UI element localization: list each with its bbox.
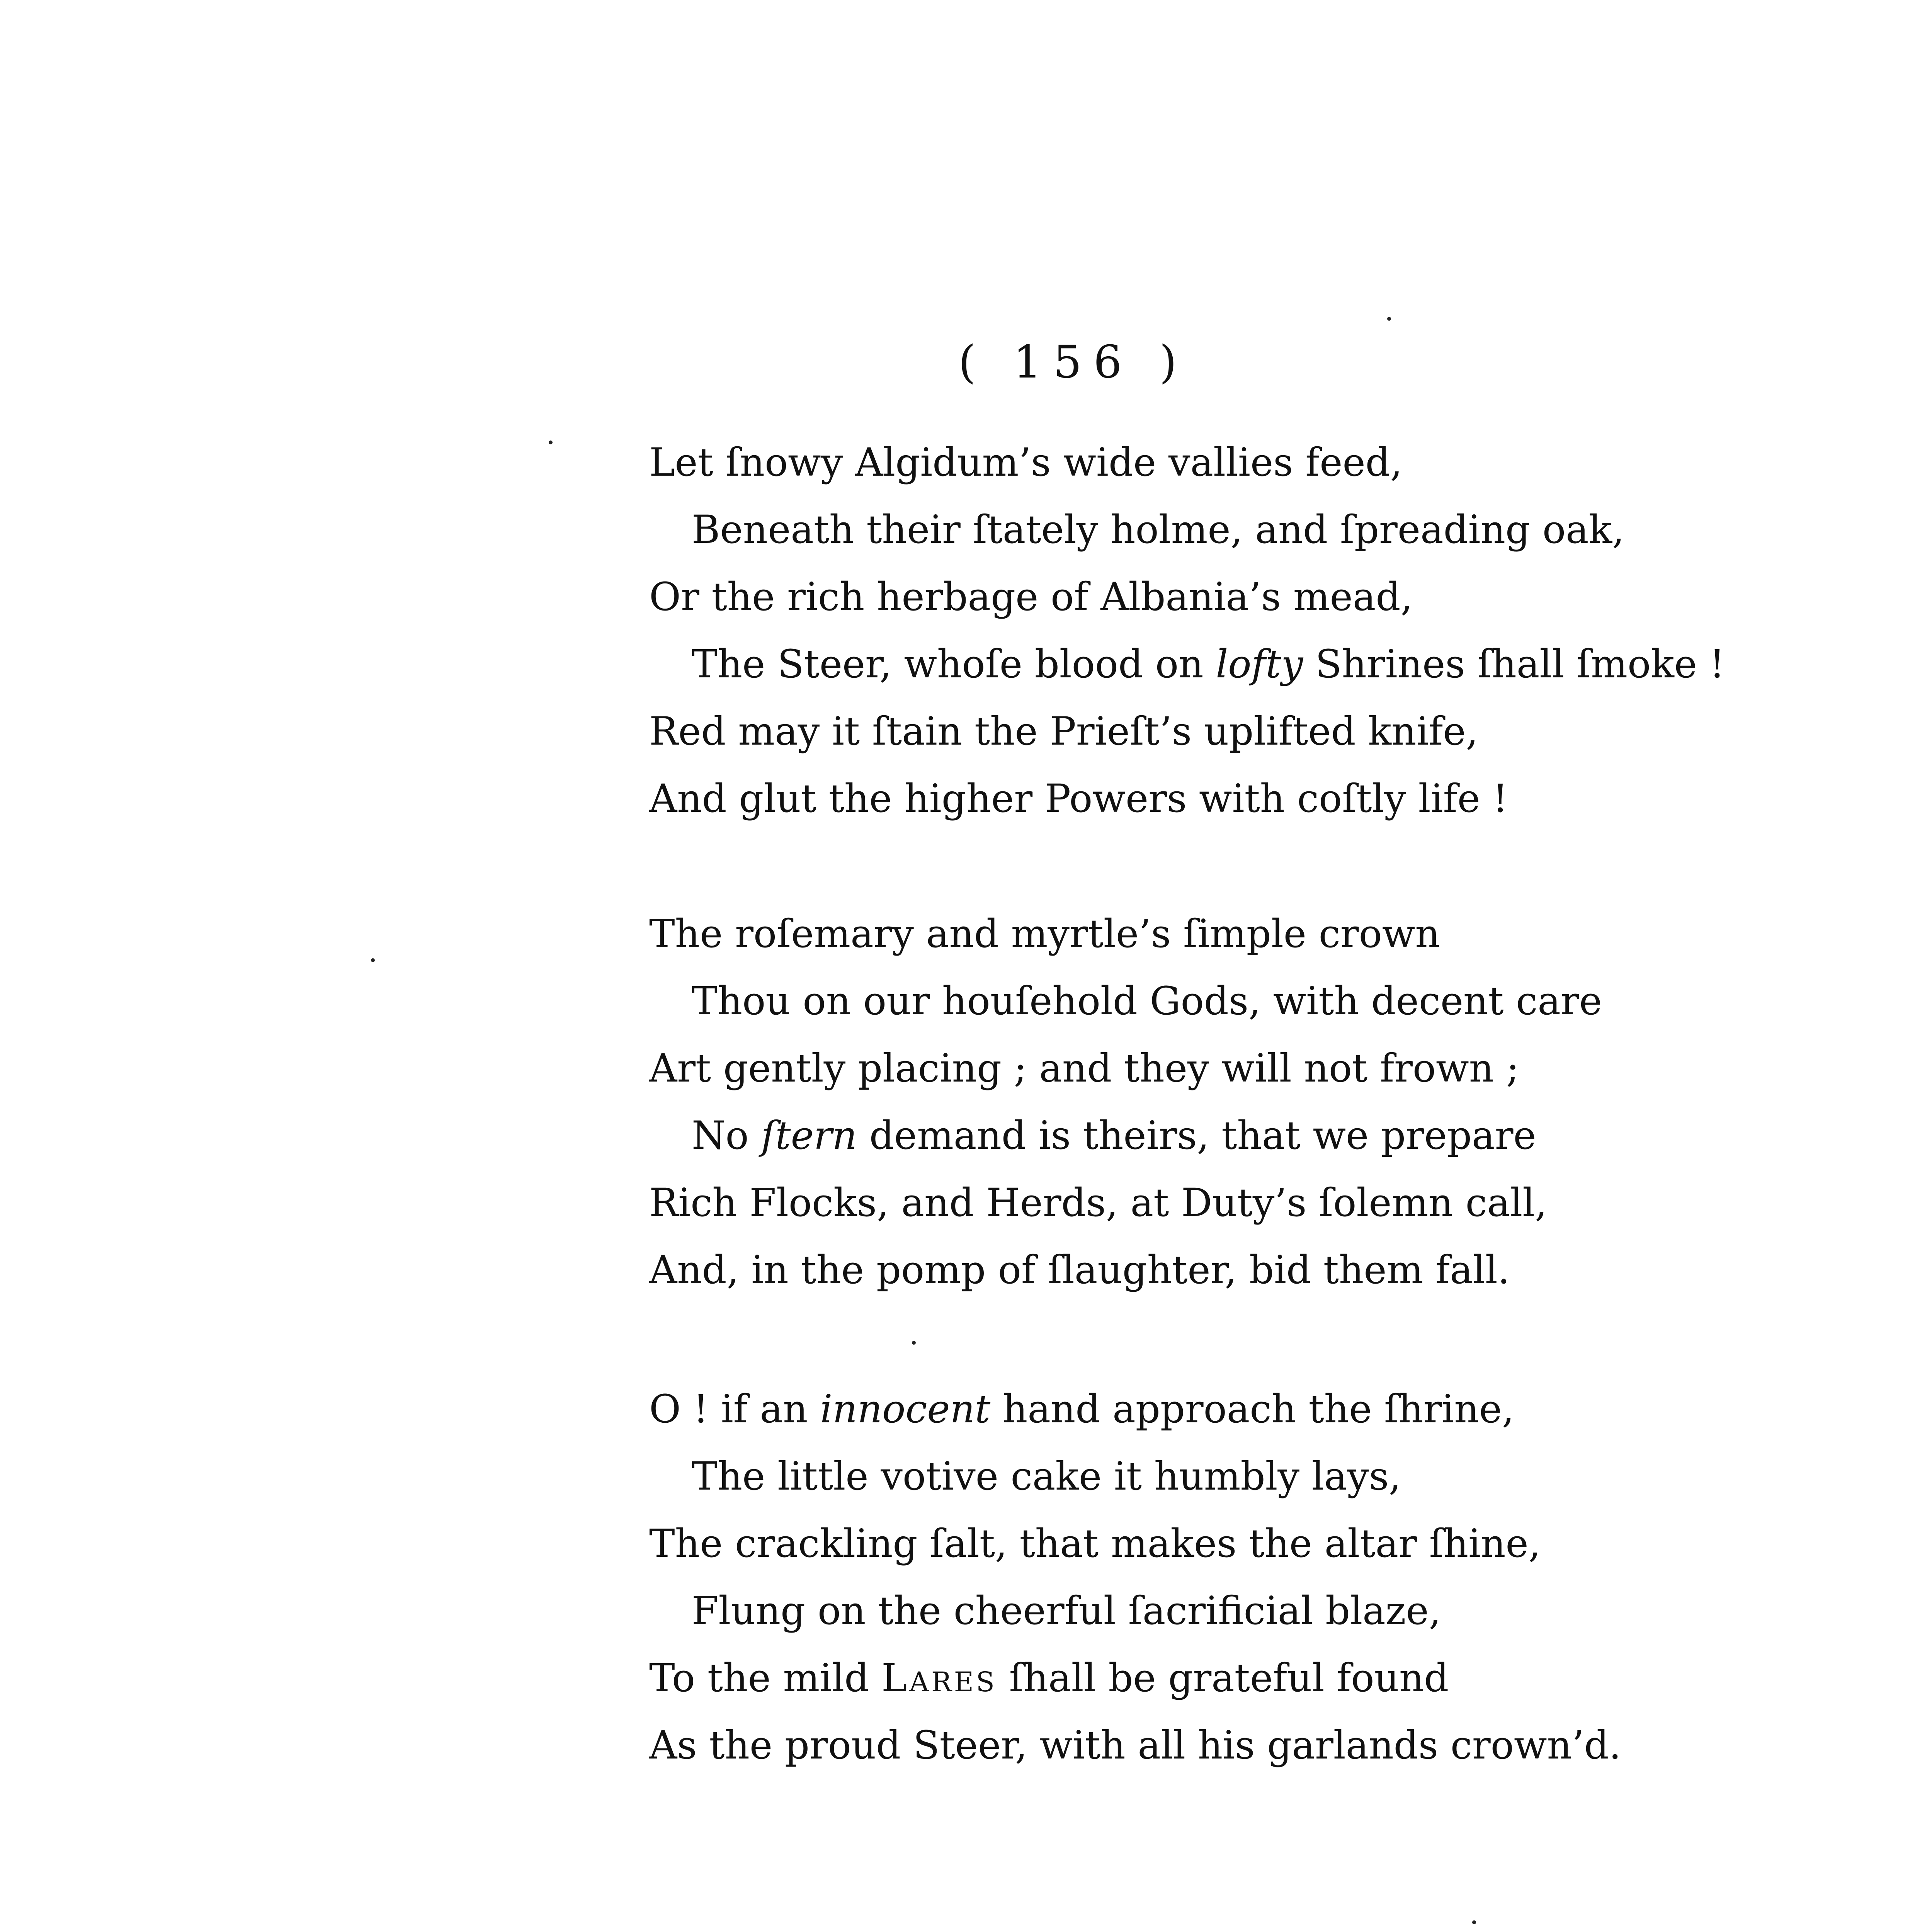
verse-line: And glut the higher Powers with coſtly life ! [649, 776, 1508, 821]
italic-word: lofty [1216, 641, 1303, 687]
small-caps-word: Lares [881, 1655, 997, 1701]
verse-line: Thou on our houſehold Gods, with decent care [692, 978, 1602, 1024]
stanza-3 [649, 1376, 1692, 1779]
verse-line: Flung on the cheerful ſacrificial blaze, [692, 1588, 1441, 1633]
verse-text: hand approach the ſhrine, [990, 1386, 1514, 1432]
verse-line: Rich Flocks, and Herds, at Duty’s ſolemn call, [649, 1180, 1547, 1225]
verse-text: No [692, 1113, 761, 1158]
italic-word: ſtern [761, 1113, 857, 1158]
verse-line [649, 631, 1725, 698]
verse-line: Art gently placing ; and they will not frown ; [649, 1046, 1519, 1091]
ink-speck [1387, 317, 1391, 321]
stanza-2 [649, 900, 1692, 1304]
verse-line: The roſemary and myrtle’s ſimple crown [649, 911, 1440, 956]
verse-line: As the proud Steer, with all his garlands crown’d. [649, 1723, 1621, 1768]
ink-speck [371, 958, 375, 962]
verse-line: The crackling ſalt, that makes the altar ſhine, [649, 1521, 1541, 1566]
verse-text: demand is theirs, that we prepare [857, 1113, 1536, 1158]
verse-text: O ! if an [649, 1386, 820, 1432]
verse-line: And, in the pomp of ſlaughter, bid them fall. [649, 1247, 1510, 1293]
verse-line: The little votive cake it humbly lays, [692, 1454, 1401, 1499]
verse-line: Let ſnowy Algidum’s wide vallies feed, [649, 440, 1403, 485]
ink-speck [1472, 1920, 1476, 1924]
verse-text: Shrines ſhall ſmoke ! [1303, 641, 1725, 687]
verse-line: Red may it ſtain the Prieſt’s uplifted knife, [649, 709, 1478, 754]
stanza-1 [649, 429, 1725, 832]
ink-speck [549, 440, 553, 444]
italic-word: innocent [820, 1386, 991, 1432]
page-number: ( 156 ) [958, 336, 1189, 388]
verse-line [649, 1376, 1692, 1443]
verse-line [649, 1102, 1692, 1169]
verse-text: ſhall be grateful found [997, 1655, 1449, 1701]
verse-line: Or the rich herbage of Albania’s mead, [649, 574, 1413, 619]
verse-text: To the mild [649, 1655, 882, 1701]
verse-text: The Steer, whoſe blood on [692, 641, 1216, 687]
ink-speck [912, 1341, 916, 1345]
verse-line [649, 1645, 1692, 1712]
verse-line: Beneath their ſtately holme, and ſpreading oak, [692, 507, 1625, 552]
